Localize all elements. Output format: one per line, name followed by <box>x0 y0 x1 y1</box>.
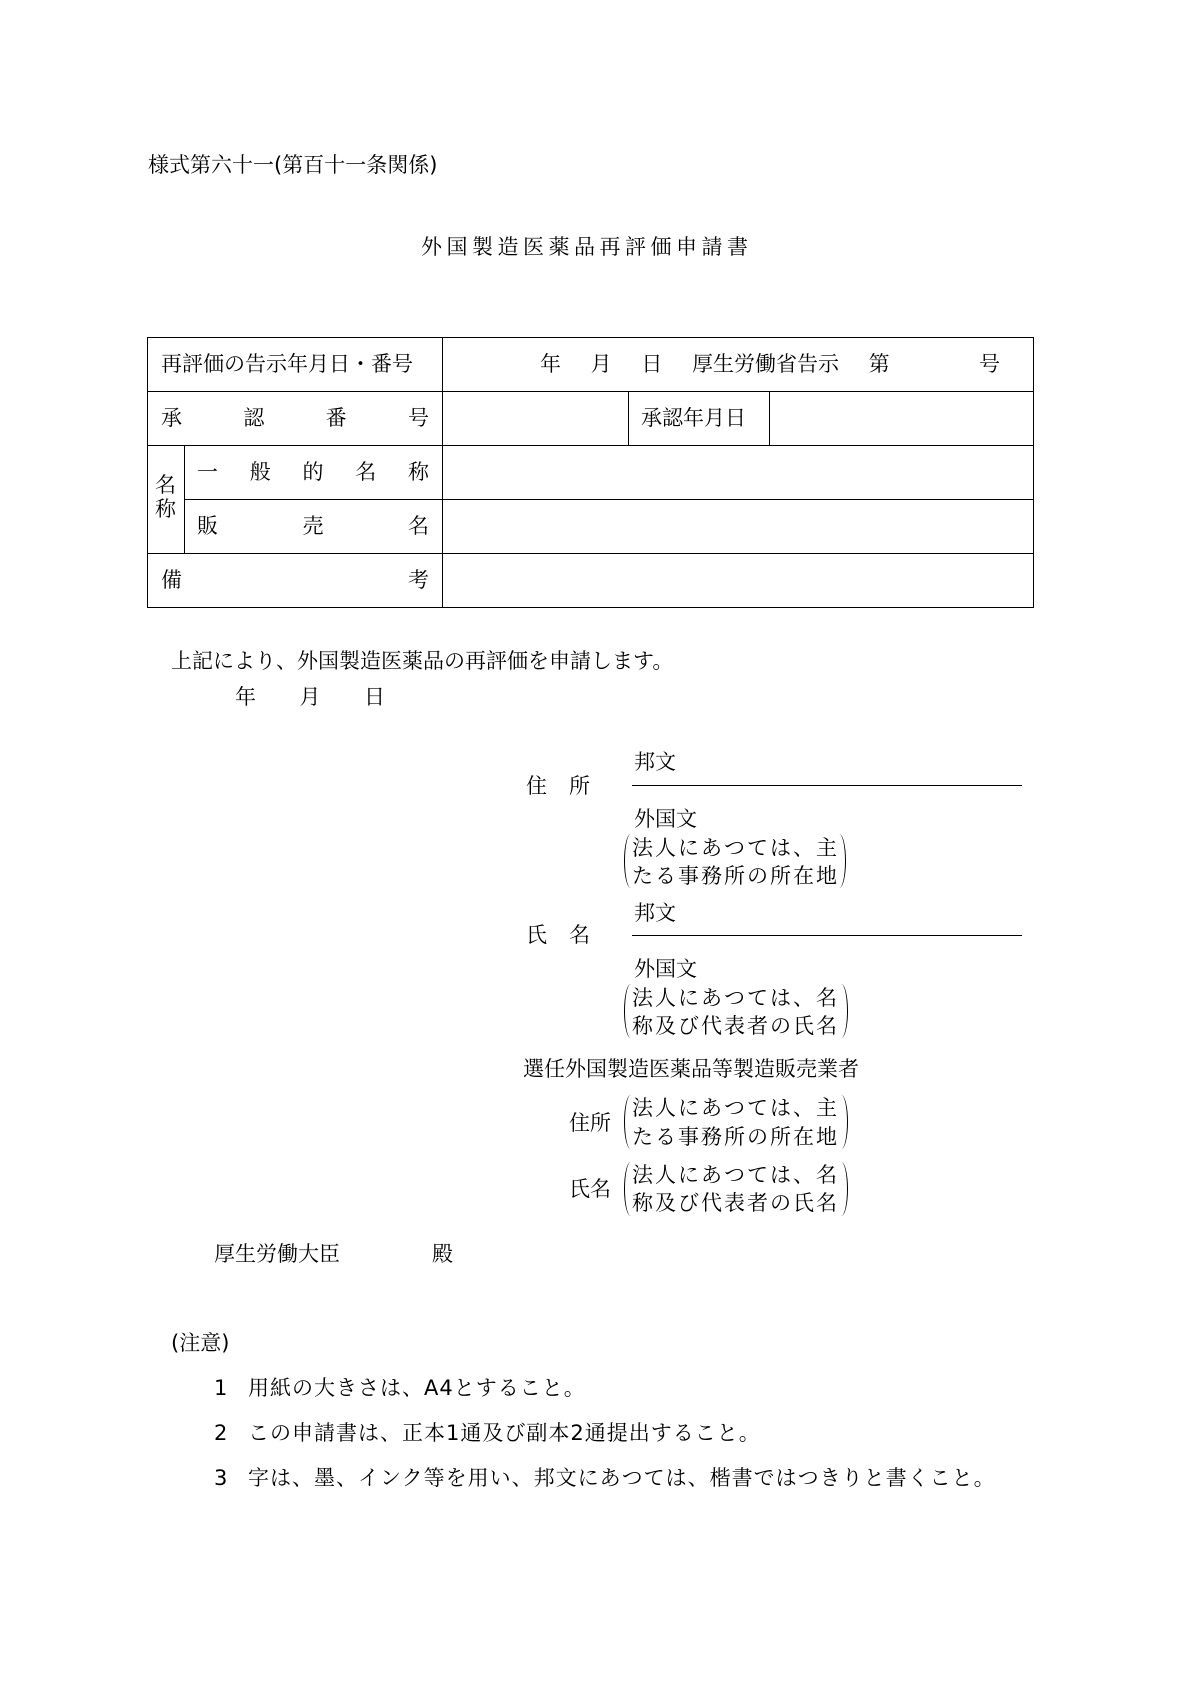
label-char: 考 <box>408 568 429 592</box>
approval-date-label: 承認年月日 <box>641 406 746 430</box>
label-char: 一 <box>197 460 218 484</box>
remarks-field[interactable] <box>444 555 1032 605</box>
appointed-name-label: 氏名 <box>569 1177 611 1201</box>
label-char: 住 <box>526 774 547 798</box>
remarks-label <box>161 567 429 593</box>
address-foreign-label: 外国文 <box>634 807 697 831</box>
statement: 上記により、外国製造医薬品の再評価を申請します。 <box>171 649 674 673</box>
name-group-label <box>155 473 176 523</box>
address-note-line2: たる事務所の所在地 <box>632 864 839 888</box>
label-char: 売 <box>302 514 324 538</box>
year-label: 年 <box>540 352 561 376</box>
ministry-notice-label: 厚生労働省告示 <box>691 352 839 376</box>
note-number: 2 <box>214 1421 228 1445</box>
note-number: 1 <box>214 1376 228 1400</box>
label-char: 名 <box>355 460 377 484</box>
generic-name-field[interactable] <box>444 447 1032 497</box>
label-char: 称 <box>408 460 429 484</box>
name-note-line1: 法人にあつては、名 <box>632 986 839 1010</box>
address-japanese-label: 邦文 <box>634 750 676 774</box>
name-foreign-label: 外国文 <box>634 957 697 981</box>
appointed-address-note-line1: 法人にあつては、主 <box>632 1096 839 1120</box>
approval-number-label <box>161 405 429 431</box>
application-date <box>235 684 385 710</box>
label-char: 氏 <box>526 923 547 947</box>
label-char: 号 <box>407 406 429 430</box>
label-char: 名 <box>155 473 176 497</box>
label-char: 的 <box>302 460 324 484</box>
number-prefix-label: 第 <box>868 352 890 376</box>
label-char: 承 <box>161 406 182 430</box>
note-text: 字は、墨、インク等を用い、邦文にあつては、楷書ではつきりと書くこと。 <box>248 1466 996 1490</box>
address-japanese-line[interactable] <box>632 785 1022 786</box>
appointed-address-label: 住所 <box>569 1111 611 1135</box>
name-japanese-line[interactable] <box>632 935 1022 936</box>
appointed-name-note-line1: 法人にあつては、名 <box>632 1163 839 1187</box>
approval-number-field[interactable] <box>444 393 626 443</box>
form-number: 様式第六十一(第百十一条関係) <box>148 153 438 177</box>
day-label: 日 <box>641 352 663 376</box>
approval-date-field[interactable] <box>771 393 1031 443</box>
day-label: 日 <box>364 685 385 709</box>
note-number: 3 <box>214 1466 228 1490</box>
generic-name-label <box>197 459 429 485</box>
month-label: 月 <box>299 685 321 709</box>
brand-name-field[interactable] <box>444 501 1032 551</box>
appointed-address-note-line2: たる事務所の所在地 <box>632 1125 839 1149</box>
note-text: 用紙の大きさは、A4とすること。 <box>248 1376 586 1400</box>
notes-heading: (注意) <box>171 1331 230 1355</box>
appointed-name-note-line2: 称及び代表者の氏名 <box>632 1191 839 1215</box>
label-char: 名 <box>408 514 429 538</box>
note-text: この申請書は、正本1通及び副本2通提出すること。 <box>248 1421 761 1445</box>
row-announcement-label: 再評価の告示年月日・番号 <box>161 352 413 376</box>
applicant-address-label <box>526 773 590 799</box>
name-japanese-label: 邦文 <box>634 901 676 925</box>
year-label: 年 <box>235 685 256 709</box>
honorific: 殿 <box>432 1242 453 1266</box>
row-announcement-value <box>540 351 1000 377</box>
document-title: 外国製造医薬品再評価申請書 <box>421 235 753 259</box>
label-char: 認 <box>243 406 265 430</box>
appointed-heading: 選任外国製造医薬品等製造販売業者 <box>523 1057 859 1081</box>
brand-name-label <box>197 513 429 539</box>
applicant-name-label <box>526 922 590 948</box>
name-note-line2: 称及び代表者の氏名 <box>632 1014 839 1038</box>
label-char: 販 <box>197 514 218 538</box>
label-char: 般 <box>249 460 271 484</box>
label-char: 備 <box>161 568 182 592</box>
label-char: 称 <box>155 497 176 521</box>
label-char: 所 <box>569 774 590 798</box>
address-note-line1: 法人にあつては、主 <box>632 836 839 860</box>
label-char: 番 <box>325 406 347 430</box>
number-suffix-label: 号 <box>978 352 1000 376</box>
label-char: 名 <box>569 923 590 947</box>
month-label: 月 <box>590 352 612 376</box>
addressee: 厚生労働大臣 <box>214 1242 340 1266</box>
